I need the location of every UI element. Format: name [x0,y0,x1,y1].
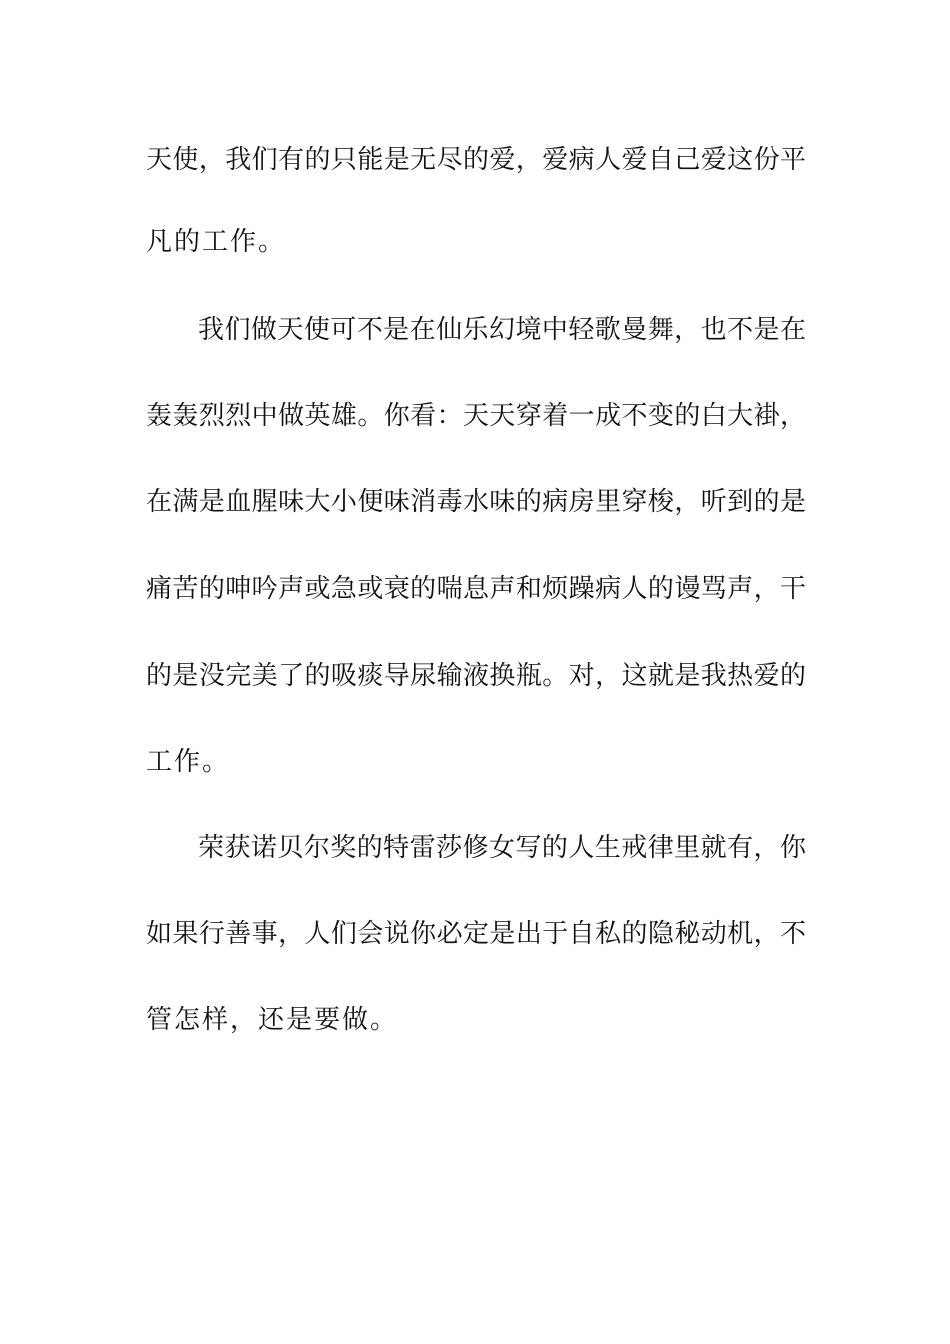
paragraph-first-line: 我们做天使可不是在仙乐幻境中轻歌曼舞，也不是在 [198,315,806,345]
text-line: 的是没完美了的吸痰导尿输液换瓶。对，这就是我热爱的 [146,661,806,691]
text-line: 在满是血腥味大小便味消毒水味的病房里穿梭，听到的是 [146,487,806,517]
text-line: 管怎样，还是要做。 [146,1005,399,1035]
text-line: 痛苦的呻吟声或急或衰的喘息声和烦躁病人的谩骂声，干 [146,574,806,604]
text-line: 轰轰烈烈中做英雄。你看：天天穿着一成不变的白大褂， [146,401,806,431]
text-line: 天使，我们有的只能是无尽的爱，爱病人爱自己爱这份平 [146,145,806,175]
text-line: 如果行善事，人们会说你必定是出于自私的隐秘动机，不 [146,919,806,949]
paragraph-first-line: 荣获诺贝尔奖的特雷莎修女写的人生戒律里就有，你 [198,833,806,863]
text-line: 凡的工作。 [146,227,287,257]
text-line: 工作。 [146,747,231,777]
